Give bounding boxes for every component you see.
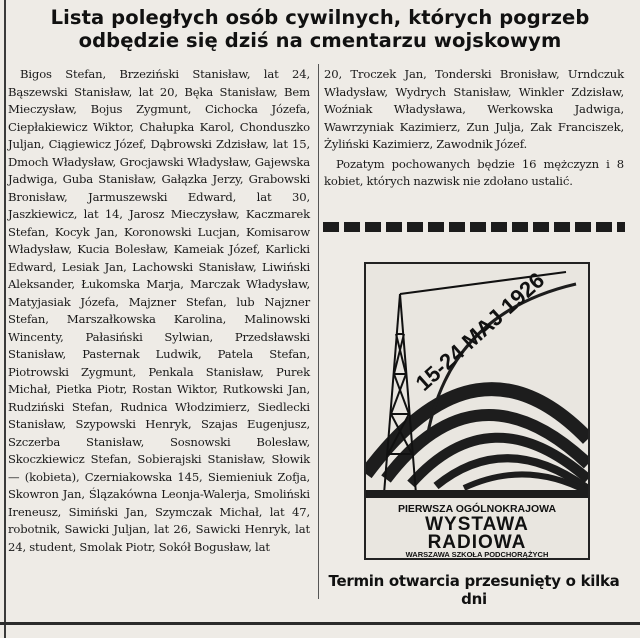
poster-artwork: [366, 264, 588, 558]
dashed-separator: [323, 222, 625, 232]
bottom-border-rule: [0, 622, 640, 625]
unidentified-note: Pozatym pochowanych będzie 16 mężczyzn i 8 kobiet, których nazwisk nie zdołano ustalić.: [324, 156, 624, 188]
exhibition-dates: 15-24 MAJ 1926: [410, 267, 550, 396]
exhibition-poster: [364, 262, 590, 560]
names-continuation: 20, Troczek Jan, Tonderski Bronisław, Urndczuk Władysław, Wydrych Stanisław, Winkler Zdzisław, Woźniak Władysława, Werkowska Jadwiga, Wawrzyniak Kazimierz, Zun Julja, Zak Franciszek, Żyliński Kazimierz, Zawodnik Józef.: [324, 67, 624, 151]
radio-exhibition-advert: [340, 240, 612, 566]
poster-title-wystawa: WYSTAWA: [425, 514, 529, 535]
names-column-left: Bigos Stefan, Brzeziński Stanisław, lat 24, Bąszewski Stanisław, lat 20, Bęka Stanisław, Bem Mieczysław, Bojus Zygmunt, Cichocka Józefa, Ciepłakiewicz Wiktor, Chałupka Karol, Chonduszko Juljan, Ciągiewicz Józef, Dąbrowski Zdzisław, lat 15, Dmoch Władysław, Grocjawski Władysław, Gajewska Jadwiga, Guba Stanisław, Gałązka Jerzy, Grabowski Bronisław, Jarmuszewski Edward, lat 30, Jaszkiewicz, lat 14, Jarosz Mieczysław, Kaczmarek Stefan, Kocyk Jan, Koronowski Lucjan, Komisarow Władysław, Kucia Bolesław, Kameiak Józef, Karlicki Edward, Lesiak Jan, Lachowski Stanisław, Liwiński Aleksander, Łukomska Marja, Marczak Władysław, Matyjasiak Józefa, Majzner Stefan, lub Najzner Stefan, Marszałkowska Karolina, Malinowski Wincenty, Pałasiński Sylwian, Przedsławski Stanisław, Pasternak Ludwik, Patela Stefan, Piotrowski Zygmunt, Penkala Stanisław, Purek Michał, Pietka Piotr, Rostan Wiktor, Rutkowski Jan, Rudziński Stefan, Rudnica Włodzimierz, Siedlecki Stanisław, Szypowski Henryk, Szajas Eugenjusz, Szczerba Stanisław, Sosnowski Bolesław, Skoczkiewicz Stefan, Sobierajski Stanisław, Słowik — (kobieta), Czerniakowska 145, Siemieniuk Zofja, Skowron Jan, Ślązakówna Leonja-Walerja, Smoliński Ireneusz, Simiński Jan, Szymczak Michał, lat 47, robotnik, Sawicki Juljan, lat 26, Sawicki Henryk, lat 24, student, Smolak Piotr, Sokół Bogusław, lat: [8, 67, 310, 554]
poster-location: WARSZAWA SZKOŁA PODCHORĄŻYCH: [405, 550, 549, 558]
column-divider: [318, 64, 319, 599]
poster-subtitle: PIERWSZA OGÓLNOKRAJOWA: [397, 503, 557, 515]
article-headline: Lista poległych osób cywilnych, których pogrzeb odbędzie się dziś na cmentarzu wojskowym: [50, 6, 590, 52]
names-column-right: [324, 66, 624, 191]
left-border-rule: [4, 0, 6, 638]
poster-title-radiowa: RADIOWA: [427, 532, 527, 553]
advert-caption: Termin otwarcia przesunięty o kilka dni: [328, 572, 620, 608]
